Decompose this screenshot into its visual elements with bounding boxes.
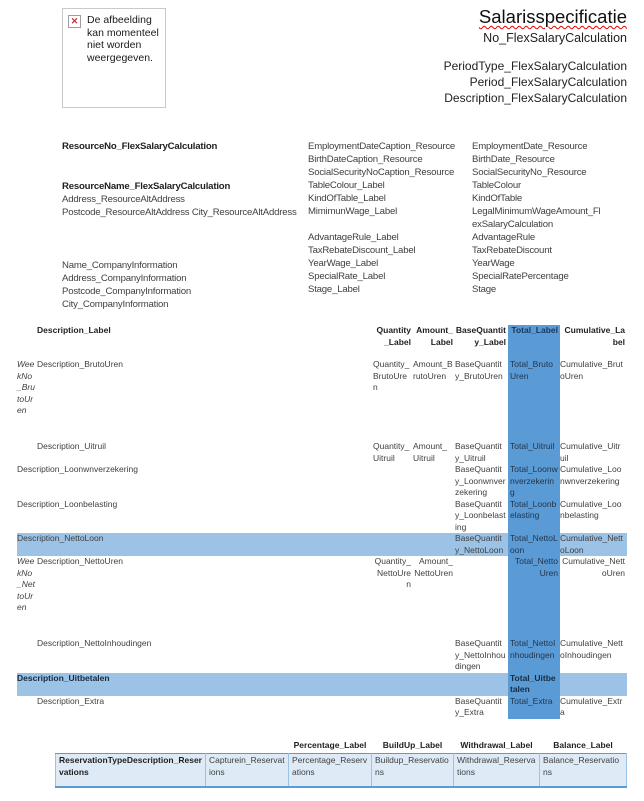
period-description: Description_FlexSalaryCalculation [444, 91, 627, 105]
cell-base-quantity: BaseQuantity_NettoLoon [455, 533, 508, 556]
reservations-table [55, 737, 627, 788]
cell-week: WeekNo_NettoUren [17, 556, 35, 612]
broken-image-placeholder [62, 8, 166, 108]
caption-line: MimimunWage_Label [308, 206, 398, 217]
cell-description: Description_Loonwnverzekering [17, 464, 138, 474]
cell-description: Description_NettoUren [37, 556, 123, 566]
cell-week [17, 638, 37, 673]
cell-week [17, 441, 37, 464]
cell-cumulative: Cumulative_Uitruil [560, 441, 621, 463]
caption-line: TableColour_Label [308, 180, 385, 191]
salary-table-row [17, 499, 627, 534]
cell-quantity [373, 533, 413, 556]
reservations-cell: Percentage_Reservations [289, 754, 372, 788]
header-week [17, 325, 37, 359]
cell-total: Total_BrutoUren [508, 359, 560, 441]
cell-base-quantity: BaseQuantity_Uitruil [455, 441, 502, 463]
cell-total: Total_NettoInhoudingen [508, 638, 560, 673]
company-info-line: Address_CompanyInformation [62, 273, 187, 284]
reservations-data-row [56, 754, 627, 788]
reservations-cell: Balance_Reservations [540, 754, 627, 788]
reservations-header-cell: BuildUp_Label [382, 739, 443, 750]
company-info-block [62, 259, 312, 311]
caption-line: SpecialRate_Label [308, 271, 386, 282]
values-column [472, 140, 604, 296]
header-amount: Amount_Label [416, 325, 453, 347]
cell-cumulative [560, 673, 627, 696]
cell-cumulative: Cumulative_NettoInhoudingen [560, 638, 623, 660]
reservations-cell: Withdrawal_Reservations [454, 754, 540, 788]
reservations-header-cell: Balance_Label [553, 739, 613, 750]
cell-base-quantity: BaseQuantity_Extra [455, 695, 502, 717]
reservations-cell: Capturein_Reservations [206, 754, 289, 788]
cell-description: Description_NettoInhoudingen [37, 638, 152, 648]
header-quantity: Quantity_Label [376, 325, 411, 347]
company-info-line: Name_CompanyInformation [62, 260, 178, 271]
cell-amount [413, 673, 455, 696]
value-line: BirthDate_Resource [472, 154, 555, 165]
cell-quantity [373, 673, 413, 696]
reservations-cell: Buildup_Reservations [372, 754, 454, 788]
captions-column [308, 140, 468, 296]
cell-total: Total_Uitbetalen [508, 673, 560, 696]
header-description: Description_Label [37, 325, 111, 335]
cell-description: Description_Uitruil [37, 441, 106, 451]
cell-week: WeekNo_BrutoUren [17, 359, 35, 415]
cell-amount [413, 638, 455, 673]
caption-line: AdvantageRule_Label [308, 232, 399, 243]
salary-table [17, 325, 627, 719]
period-type: PeriodType_FlexSalaryCalculation [443, 59, 627, 73]
cell-quantity: Quantity_BrutoUren [373, 359, 410, 392]
salary-table-row [17, 441, 627, 464]
reservations-header-cell [56, 737, 206, 754]
caption-line: BirthDateCaption_Resource [308, 154, 423, 165]
value-line: TableColour [472, 180, 521, 191]
caption-line: SocialSecurityNoCaption_Resource [308, 167, 455, 178]
cell-base-quantity: BaseQuantity_Loonbelasting [455, 498, 506, 532]
cell-description: Description_BrutoUren [37, 359, 123, 369]
cell-base-quantity: BaseQuantity_NettoInhoudingen [455, 638, 506, 671]
caption-line: TaxRebateDiscount_Label [308, 245, 416, 256]
header-spacer [444, 45, 627, 58]
reservations-header-cell: Percentage_Label [293, 739, 367, 750]
resource-address-field: Address_ResourceAltAddress [62, 194, 185, 205]
company-info-line: Postcode_CompanyInformation [62, 286, 191, 297]
broken-image-text: De afbeelding kan momenteel niet worden weergegeven. [87, 14, 159, 64]
salary-table-row [17, 359, 627, 441]
salary-table-row [17, 556, 627, 638]
cell-cumulative: Cumulative_NettoLoon [560, 533, 627, 556]
cell-quantity: Quantity_NettoUren [374, 556, 411, 589]
value-line: EmploymentDate_Resource [472, 141, 588, 152]
cell-amount [413, 696, 455, 719]
header-base-quantity: BaseQuantity_Label [455, 325, 506, 347]
cell-base-quantity [455, 673, 508, 696]
cell-total: Total_NettoLoon [508, 533, 560, 556]
cell-cumulative: Cumulative_NettoUren [562, 556, 625, 578]
header-cumulative: Cumulative_Label [564, 325, 625, 347]
reservations-header-cell: Withdrawal_Label [460, 739, 533, 750]
cell-amount [413, 464, 455, 499]
cell-amount [413, 533, 455, 556]
cell-total: Total_Extra [508, 696, 560, 719]
cell-cumulative: Cumulative_Loonbelasting [560, 498, 622, 520]
cell-amount: Amount_Uitruil [413, 441, 448, 463]
cell-base-quantity: BaseQuantity_Loonwnverzekering [455, 464, 506, 497]
cell-quantity: Quantity_Uitruil [373, 441, 410, 463]
value-line: LegalMinimumWageAmount_FlexSalaryCalculation [472, 206, 601, 230]
caption-line: YearWage_Label [308, 258, 379, 269]
caption-line: KindOfTable_Label [308, 193, 386, 204]
value-line: TaxRebateDiscount [472, 245, 552, 256]
salary-table-row [17, 533, 627, 556]
broken-image-x-icon: ✕ [68, 15, 81, 28]
resource-no-field: ResourceNo_FlexSalaryCalculation [62, 141, 218, 152]
salary-table-row [17, 696, 627, 719]
caption-line: EmploymentDateCaption_Resource [308, 141, 456, 152]
cell-amount [413, 499, 455, 534]
caption-line [308, 218, 468, 231]
salary-table-row [17, 464, 627, 499]
value-line: SocialSecurityNo_Resource [472, 167, 587, 178]
value-line: AdvantageRule [472, 232, 536, 243]
cell-quantity [373, 638, 413, 673]
cell-description: Description_Uitbetalen [17, 673, 373, 696]
cell-week [17, 696, 37, 719]
reservations-cell: ReservationTypeDescription_Reservations [56, 754, 206, 788]
cell-base-quantity [455, 556, 508, 638]
salary-table-header-row [17, 325, 627, 359]
document-header [444, 6, 627, 106]
resource-name-field: ResourceName_FlexSalaryCalculation [62, 181, 231, 192]
header-total: Total_Label [508, 325, 560, 359]
resource-postcode-city-field: Postcode_ResourceAltAddress City_ResourceAltAddress [62, 207, 297, 218]
cell-amount: Amount_BrutoUren [413, 359, 453, 381]
doc-title: Salarisspecificatie [478, 6, 627, 27]
cell-amount: Amount_NettoUren [414, 556, 453, 578]
cell-cumulative: Cumulative_Extra [560, 695, 623, 717]
cell-cumulative: Cumulative_BrutoUren [560, 359, 623, 381]
period: Period_FlexSalaryCalculation [469, 75, 627, 89]
cell-total: Total_Loonbelasting [508, 499, 560, 534]
cell-description: Description_NettoLoon [17, 533, 373, 556]
cell-total: Total_Loonwnverzekering [508, 464, 560, 499]
cell-description: Description_Loonbelasting [17, 498, 118, 509]
caption-line: Stage_Label [308, 284, 360, 295]
cell-quantity [373, 464, 413, 499]
doc-number: No_FlexSalaryCalculation [483, 31, 627, 45]
reservations-header-row [56, 737, 627, 754]
value-line: YearWage [472, 258, 515, 269]
cell-total: Total_NettoUren [508, 556, 560, 638]
value-line: KindOfTable [472, 193, 523, 204]
value-line: SpecialRatePercentage [472, 271, 569, 282]
salary-table-row [17, 673, 627, 696]
value-line: Stage [472, 284, 497, 295]
cell-quantity [373, 696, 413, 719]
reservations-header-cell [206, 737, 289, 754]
cell-total: Total_Uitruil [508, 441, 560, 464]
company-info-line: City_CompanyInformation [62, 299, 169, 310]
resource-company-column [62, 140, 312, 311]
cell-description: Description_Extra [37, 695, 105, 706]
cell-quantity [373, 499, 413, 534]
cell-base-quantity: BaseQuantity_BrutoUren [455, 359, 503, 381]
salary-table-row [17, 638, 627, 673]
cell-cumulative: Cumulative_Loonwnverzekering [560, 464, 622, 486]
